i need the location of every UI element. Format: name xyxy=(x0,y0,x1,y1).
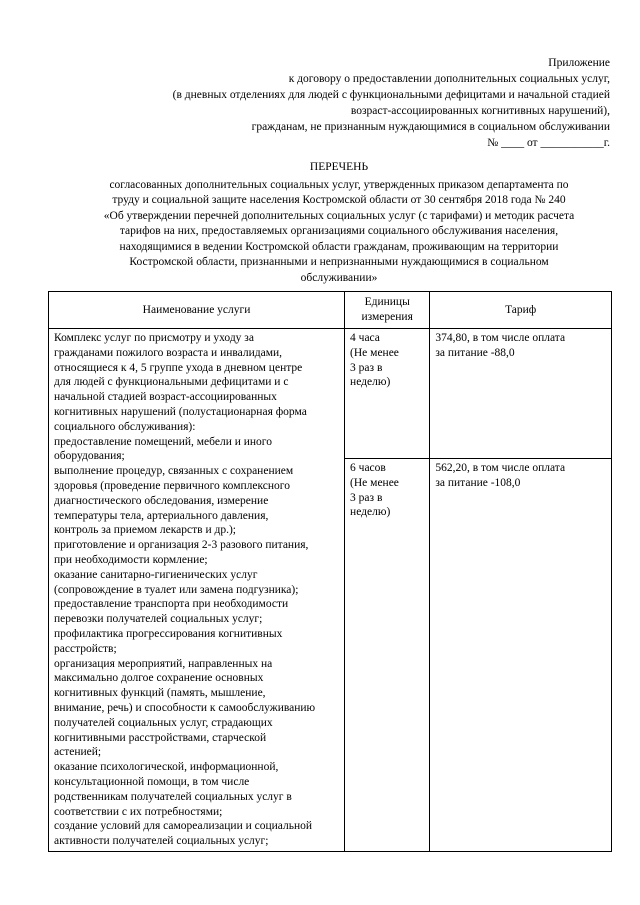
service-description xyxy=(49,329,345,852)
service-line: когнитивных функций (память, мышление, xyxy=(54,687,266,700)
service-line: гражданами пожилого возраста и инвалидами, xyxy=(54,346,283,359)
table-header-row xyxy=(49,292,612,329)
service-line: профилактика прогрессирования когнитивных xyxy=(54,627,283,640)
service-line: диагностического обследования, измерение xyxy=(54,494,269,507)
service-line: оборудования; xyxy=(54,450,125,463)
appendix-line: к договору о предоставлении дополнительных социальных услуг, xyxy=(288,73,610,85)
title-line: находящимися в ведении Костромской области гражданам, проживающим на территории xyxy=(119,240,559,253)
units-line: 3 раз в xyxy=(350,491,383,504)
service-line: для людей с функциональными дефицитами и с xyxy=(54,376,289,389)
units-line: неделю) xyxy=(350,506,391,519)
tariff-line: за питание -88,0 xyxy=(435,346,515,359)
units-cell xyxy=(345,329,430,459)
service-line: приготовление и организация 2-3 разового питания, xyxy=(54,539,309,552)
service-line: родственникам получателей социальных услуг в xyxy=(54,790,292,803)
services-table xyxy=(48,291,612,852)
title-line: согласованных дополнительных социальных услуг, утвержденных приказом департамента по xyxy=(109,178,569,191)
tariff-line: 562,20, в том числе оплата xyxy=(435,462,566,474)
appendix-line: (в дневных отделениях для людей с функциональными дефицитами и начальной стадией xyxy=(172,89,610,101)
units-line: 6 часов xyxy=(350,462,386,474)
service-line: максимально долгое сохранение основных xyxy=(54,672,264,685)
service-line: астенией; xyxy=(54,746,102,759)
service-line: соответствии с их потребностями; xyxy=(54,805,223,818)
appendix-header xyxy=(50,55,610,151)
service-lines xyxy=(54,331,339,849)
document-title xyxy=(64,160,614,286)
title-line: «Об утверждении перечней дополнительных социальных услуг (с тарифами) и методик расчета xyxy=(103,209,575,222)
header-tariff: Тариф xyxy=(430,292,612,329)
service-line: консультационной помощи, в том числе xyxy=(54,775,250,788)
service-line: оказание психологической, информационной, xyxy=(54,761,279,774)
service-line: создание условий для самореализации и социальной xyxy=(54,820,313,833)
service-line: предоставление помещений, мебели и иного xyxy=(54,435,272,448)
service-line: когнитивными расстройствами, старческой xyxy=(54,731,267,744)
service-line: оказание санитарно-гигиенических услуг xyxy=(54,568,258,581)
service-line: выполнение процедур, связанных с сохранением xyxy=(54,465,294,478)
service-line: организация мероприятий, направленных на xyxy=(54,657,273,670)
title-line: труду и социальной защите населения Костромской области от 30 сентября 2018 года № 240 xyxy=(112,194,566,206)
service-line: активности получателей социальных услуг; xyxy=(54,835,269,848)
service-line: внимание, речь) и способности к самообслуживанию xyxy=(54,701,316,714)
service-line: перевозки получателей социальных услуг; xyxy=(54,613,263,626)
appendix-line: возраст-ассоциированных когнитивных нарушений), xyxy=(350,105,610,117)
title-line: тарифов на них, предоставляемых организациями социального обслуживания населения, xyxy=(119,225,559,237)
units-line: 4 часа xyxy=(350,332,380,344)
service-line: здоровья (проведение первичного комплексного xyxy=(54,479,290,492)
service-line: температуры тела, артериального давления, xyxy=(54,509,269,522)
appendix-line: гражданам, не признанным нуждающимися в социальном обслуживании xyxy=(251,121,610,133)
units-line: 3 раз в xyxy=(350,361,383,374)
service-line: (сопровождение в туалет или замена подгузника); xyxy=(54,583,299,596)
title-line: Костромской области, признанными и непризнанными нуждающимися в социальном xyxy=(129,256,549,268)
service-line: получателей социальных услуг, страдающих xyxy=(54,716,273,729)
units-cell xyxy=(345,459,430,852)
service-line: начальной стадией возраст-ассоциированных xyxy=(54,391,277,404)
units-line: неделю) xyxy=(350,376,391,389)
header-units: Единицы измерения xyxy=(345,292,430,329)
service-line: предоставление транспорта при необходимости xyxy=(54,598,289,611)
tariff-line: за питание -108,0 xyxy=(435,476,521,489)
service-line: расстройств; xyxy=(54,642,117,655)
appendix-line: № ____ от ___________г. xyxy=(487,137,610,149)
service-line: социального обслуживания): xyxy=(54,420,196,433)
title-heading: ПЕРЕЧЕНЬ xyxy=(309,161,369,173)
tariff-cell xyxy=(430,329,612,459)
service-line: при необходимости кормление; xyxy=(54,553,208,566)
appendix-line: Приложение xyxy=(548,57,610,69)
service-line: контроль за приемом лекарств и др.); xyxy=(54,524,237,537)
units-line: (Не менее xyxy=(350,476,399,489)
title-line: обслуживании» xyxy=(300,271,378,284)
service-line: относящиеся к 4, 5 группе ухода в дневном центре xyxy=(54,361,303,374)
units-line: (Не менее xyxy=(350,346,399,359)
tariff-cell xyxy=(430,459,612,852)
service-line: Комплекс услуг по присмотру и уходу за xyxy=(54,332,254,344)
service-line: когнитивных нарушений (полустационарная форма xyxy=(54,405,307,418)
table-row xyxy=(49,329,612,459)
tariff-line: 374,80, в том числе оплата xyxy=(435,332,566,344)
header-service-name: Наименование услуги xyxy=(49,292,345,329)
